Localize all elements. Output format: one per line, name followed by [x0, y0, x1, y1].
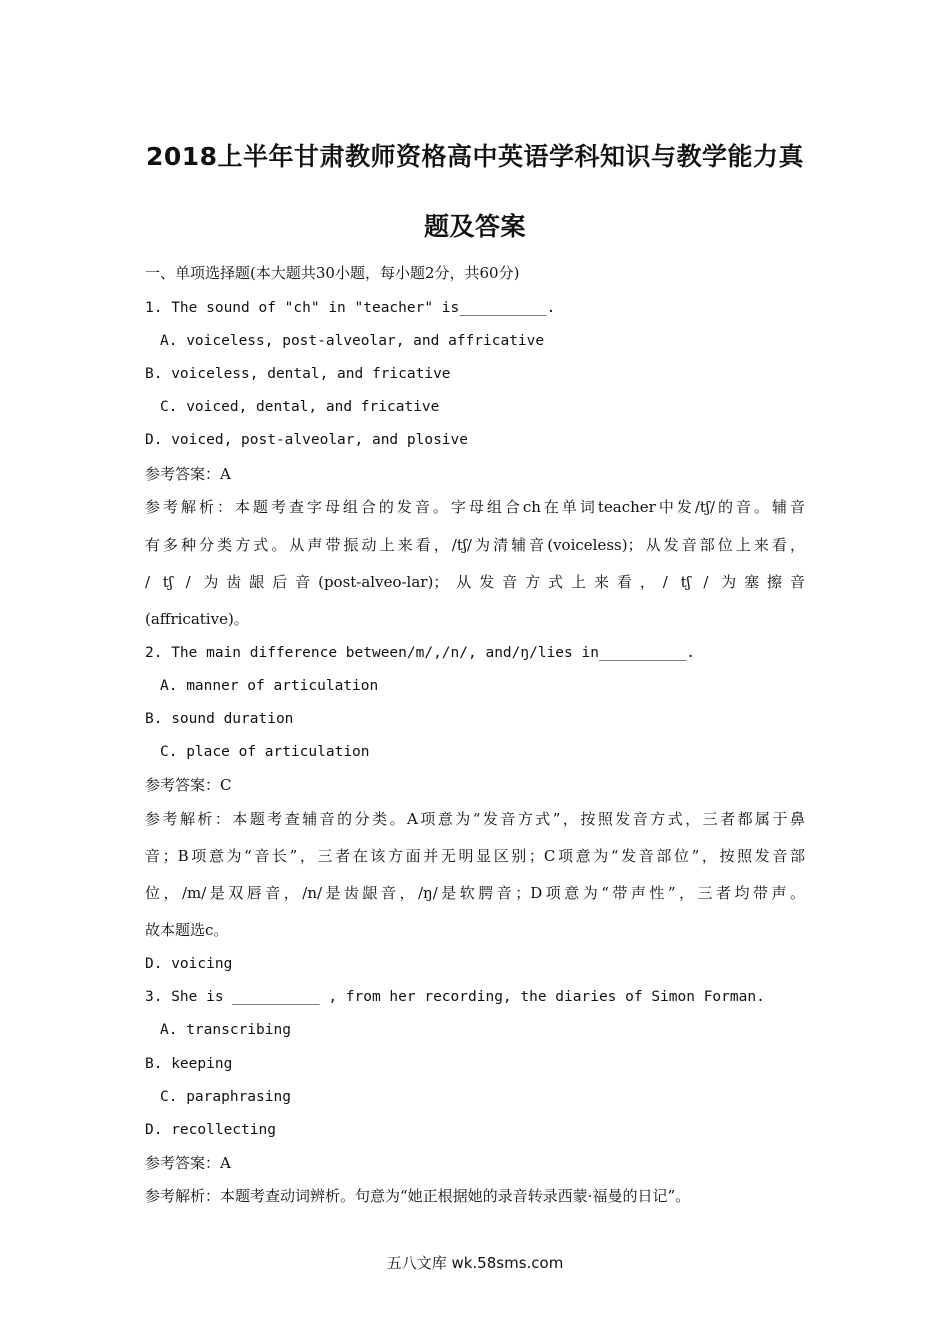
question-1-option-b: B. voiceless, dental, and fricative — [145, 366, 451, 382]
document-title-line-2: 题及答案 — [423, 212, 526, 241]
question-1-option-d: D. voiced, post-alveolar, and plosive — [145, 432, 469, 448]
question-2-answer: 参考答案：C — [145, 776, 232, 794]
question-1-explanation-line-3: / tʃ / 为齿龈后音(post-alveo-lar)；从发音方式上来看，/ tʃ / 为塞擦音 — [145, 573, 805, 591]
question-1-option-c: C. voiced, dental, and fricative — [160, 399, 440, 415]
question-1-explanation-line-1: 参考解析：本题考查字母组合的发音。字母组合ch在单词teacher中发/tʃ/的音。辅音 — [145, 498, 805, 516]
question-3-option-b: B. keeping — [145, 1056, 233, 1072]
question-2-explanation-line-3: 位，/m/是双唇音，/n/是齿龈音，/ŋ/是软腭音；D项意为“带声性”，三者均带声。 — [145, 884, 805, 902]
question-3-option-c: C. paraphrasing — [160, 1089, 291, 1105]
question-2-explanation-line-1: 参考解析：本题考查辅音的分类。A项意为“发音方式”，按照发音方式，三者都属于鼻 — [145, 810, 805, 828]
question-3-stem: 3. She is __________ , from her recording, the diaries of Simon Forman. — [145, 989, 765, 1005]
question-2-stem: 2. The main difference between/m/,/n/, and/ŋ/lies in__________. — [145, 645, 695, 661]
question-1-stem: 1. The sound of "ch" in "teacher" is__________. — [145, 300, 556, 316]
section-header: 一、单项选择题(本大题共30小题，每小题2分，共60分) — [145, 264, 520, 282]
question-2-explanation-line-2: 音；B项意为“音长”，三者在该方面并无明显区别；C项意为“发音部位”，按照发音部 — [145, 847, 805, 865]
question-3-option-d: D. recollecting — [145, 1122, 276, 1138]
question-1-explanation-line-4: (affricative)。 — [145, 610, 249, 628]
question-2-explanation-line-4: 故本题选c。 — [145, 921, 229, 939]
question-2-option-d: D. voicing — [145, 956, 233, 972]
document-title-line-1: 2018上半年甘肃教师资格高中英语学科知识与教学能力真 — [145, 142, 805, 171]
question-2-option-a: A. manner of articulation — [160, 678, 379, 694]
question-3-explanation-line-1: 参考解析：本题考查动词辨析。句意为“她正根据她的录音转录西蒙·福曼的日记”。 — [145, 1187, 691, 1205]
question-3-answer: 参考答案：A — [145, 1154, 231, 1172]
question-3-option-a: A. transcribing — [160, 1022, 291, 1038]
page-footer: 五八文库 wk.58sms.com — [386, 1254, 564, 1272]
question-2-option-b: B. sound duration — [145, 711, 294, 727]
question-1-answer: 参考答案：A — [145, 465, 231, 483]
question-1-explanation-line-2: 有多种分类方式。从声带振动上来看，/tʃ/为清辅音(voiceless)；从发音部位上来看， — [145, 536, 805, 554]
question-1-option-a: A. voiceless, post-alveolar, and affricative — [160, 333, 545, 349]
question-2-option-c: C. place of articulation — [160, 744, 370, 760]
